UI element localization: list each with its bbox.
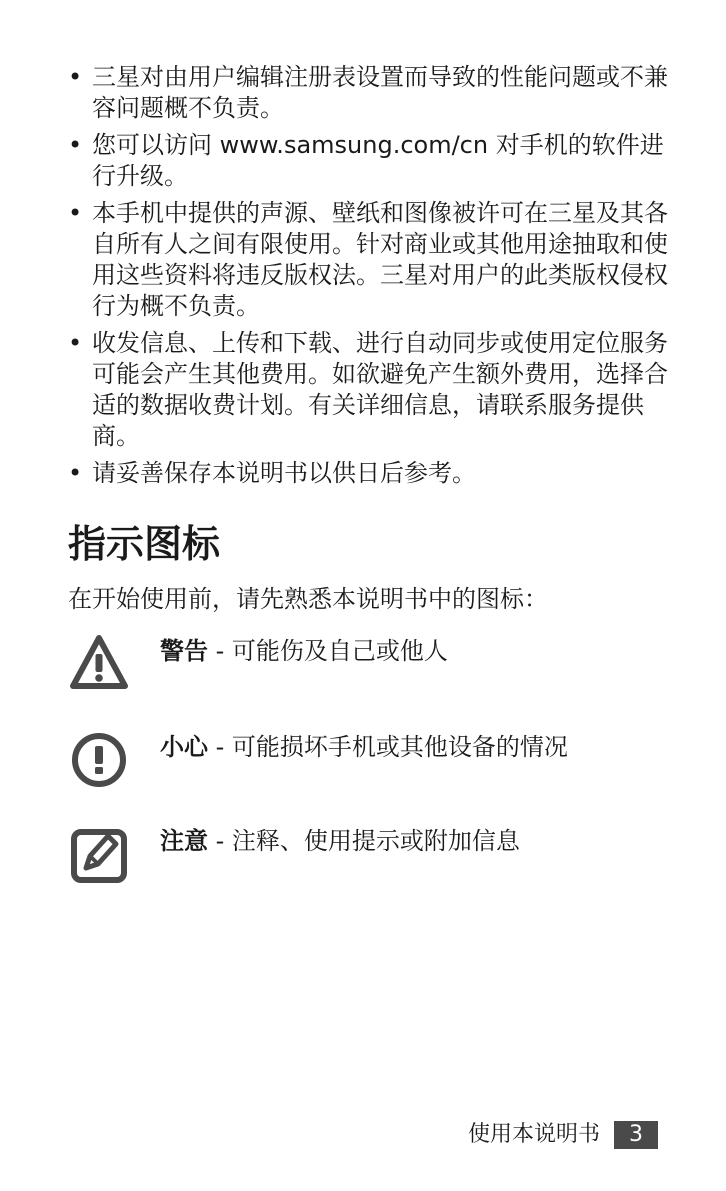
separator: - xyxy=(208,827,232,855)
bullet-dot: • xyxy=(68,329,83,357)
bullet-dot: • xyxy=(68,63,83,91)
note-item xyxy=(68,458,668,489)
note-text: 三星对由用户编辑注册表设置而导致的性能问题或不兼容问题概不负责。 xyxy=(92,63,668,122)
icon-legend-row-caution xyxy=(68,728,668,798)
icon-legend-text xyxy=(160,824,520,858)
note-item xyxy=(68,198,668,322)
note-label: 注意 xyxy=(160,827,208,855)
page-footer xyxy=(468,1118,658,1152)
separator: - xyxy=(208,733,232,761)
note-item xyxy=(68,62,668,124)
caution-label: 小心 xyxy=(160,733,208,761)
note-text: 请妥善保存本说明书以供日后参考。 xyxy=(92,459,476,487)
footer-label: 使用本说明书 xyxy=(467,1122,600,1147)
section-title: 指示图标 xyxy=(68,522,221,566)
bullet-dot: • xyxy=(68,131,83,159)
section-intro: 在开始使用前，请先熟悉本说明书中的图标： xyxy=(68,585,548,613)
bullet-dot: • xyxy=(68,459,83,487)
note-item xyxy=(68,130,668,192)
icon-legend-row-note xyxy=(68,822,668,892)
warning-description: 可能伤及自己或他人 xyxy=(231,637,448,665)
warning-label: 警告 xyxy=(160,637,208,665)
note-pencil-icon xyxy=(68,822,132,886)
note-item xyxy=(68,328,668,452)
note-text: 本手机中提供的声源、壁纸和图像被许可在三星及其各自所有人之间有限使用。针对商业或其他用途抽取和使用这些资料将违反版权法。三星对用户的此类版权侵权行为概不负责。 xyxy=(92,199,668,320)
notes-list xyxy=(68,62,668,495)
note-description: 注释、使用提示或附加信息 xyxy=(231,827,520,855)
icon-legend-text xyxy=(160,634,448,668)
caution-description: 可能损坏手机或其他设备的情况 xyxy=(231,733,568,761)
icon-legend-text xyxy=(160,730,568,764)
separator: - xyxy=(208,637,232,665)
page-number-badge: 3 xyxy=(614,1121,658,1149)
bullet-dot: • xyxy=(68,199,83,227)
caution-circle-icon xyxy=(68,728,132,792)
note-text: 收发信息、上传和下载、进行自动同步或使用定位服务可能会产生其他费用。如欲避免产生额外费用，选择合适的数据收费计划。有关详细信息，请联系服务提供商。 xyxy=(92,329,668,450)
warning-triangle-icon xyxy=(68,632,132,696)
icon-legend-row-warning xyxy=(68,632,668,702)
note-text: 您可以访问 www.samsung.com/cn 对手机的软件进行升级。 xyxy=(92,131,664,190)
